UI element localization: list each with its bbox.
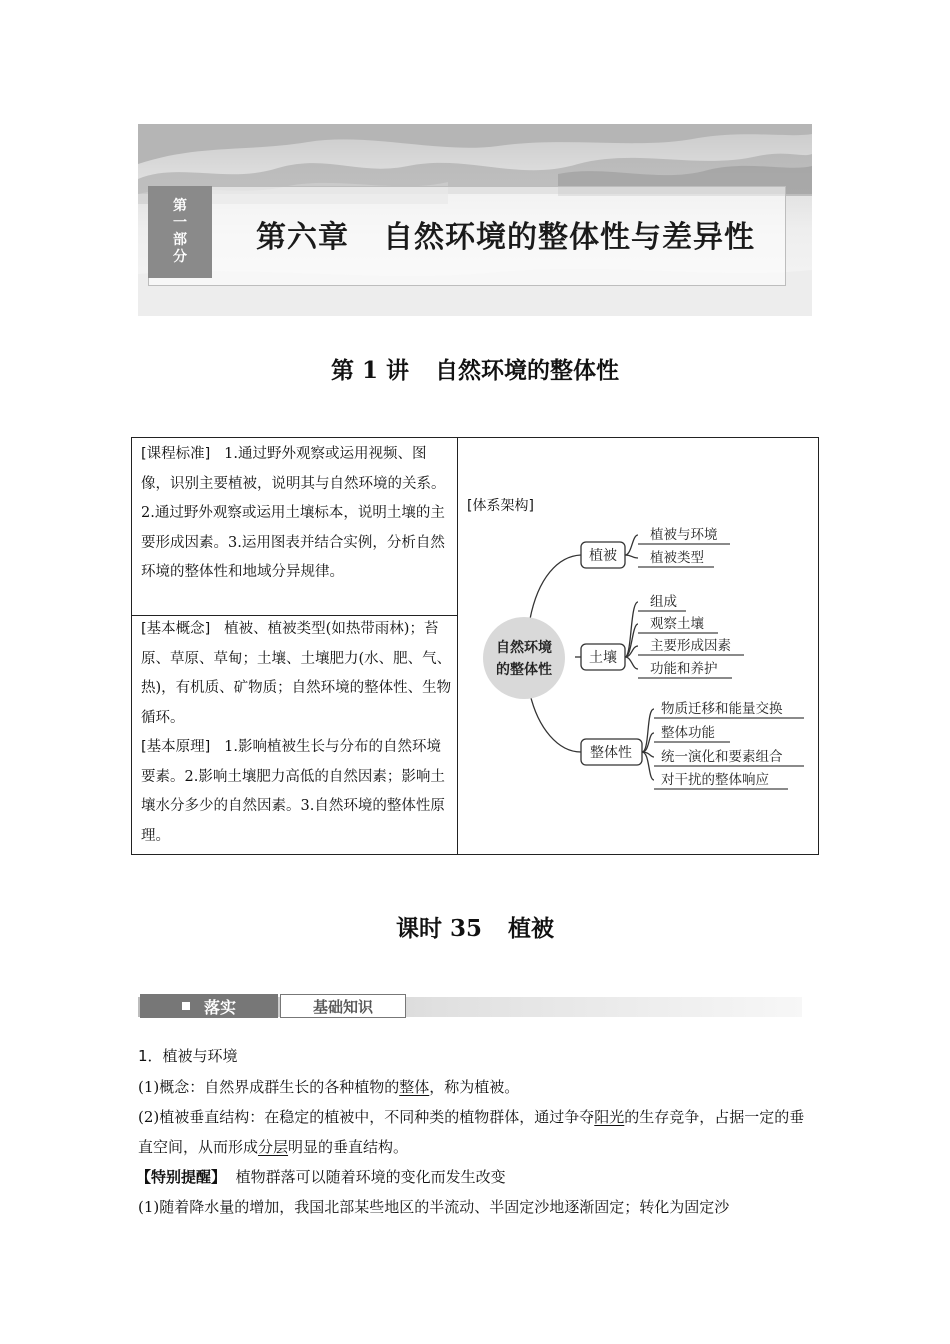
paragraph-text: (2)植被垂直结构：在稳定的植被中，不同种类的植物群体，通过争夺 (138, 1108, 595, 1126)
paragraph-text: ，称为植被。 (429, 1078, 520, 1096)
mindmap-branch-soil: 土壤 (589, 650, 617, 666)
mindmap-leaf: 植被类型 (650, 550, 704, 566)
mindmap-leaf: 功能和养护 (650, 661, 718, 677)
chapter-name: 自然环境的整体性与差异性 (383, 220, 755, 255)
basic-principle (141, 733, 453, 851)
lesson-title (0, 910, 950, 943)
paragraph-vertical-structure (138, 1102, 810, 1162)
mindmap-branch-integrity: 整体性 (590, 745, 632, 761)
course-standard-cell (141, 440, 453, 588)
answer-blank: 分层 (258, 1138, 289, 1156)
part-char: 第 (173, 198, 187, 214)
answer-blank: 整体 (399, 1078, 430, 1096)
section-left-tab (140, 994, 278, 1018)
special-tip (136, 1162, 808, 1192)
lecture-number: 第 1 讲 (330, 357, 410, 384)
paragraph-text: 的生存竞争，占据一定的垂直空间，从而形成 (138, 1108, 805, 1156)
mindmap-leaf: 组成 (650, 594, 677, 610)
paragraph-concept (138, 1072, 810, 1102)
basic-principle-label: [基本原理] (141, 739, 211, 755)
part-tag (148, 186, 212, 278)
special-tip-label: 【特别提醒】 (136, 1168, 227, 1186)
mindmap-leaf: 物质迁移和能量交换 (661, 701, 783, 717)
mindmap-leaf: 主要形成因素 (650, 638, 731, 654)
mindmap-center-line1: 自然环境 (496, 640, 552, 656)
chapter-title (256, 212, 755, 256)
paragraph-text: 明显的垂直结构。 (288, 1138, 409, 1156)
lecture-title (0, 352, 950, 385)
mindmap-leaf: 观察土壤 (650, 616, 704, 632)
mindmap-branch-vegetation: 植被 (589, 548, 617, 564)
part-char: 一 (173, 215, 187, 231)
concept-mindmap (458, 438, 817, 854)
lesson-name: 植被 (508, 915, 554, 942)
basic-concept-text: 植被、植被类型(如热带雨林)；苔原、草原、草甸；土壤、土壤肥力(水、肥、气、热)，有机质、矿物质；自然环境的整体性、生物循环。 (141, 621, 452, 726)
special-tip-text: 植物群落可以随着环境的变化而发生改变 (235, 1168, 506, 1186)
lesson-number: 课时 35 (395, 915, 482, 942)
mindmap-leaf: 对干扰的整体响应 (661, 772, 769, 788)
section-right-label: 基础知识 (312, 997, 373, 1016)
mindmap-center-line2: 的整体性 (496, 662, 552, 678)
course-standard-text: 1.通过野外观察或运用视频、图像，识别主要植被，说明其与自然环境的关系。2.通过野外观察或运用土壤标本，说明土壤的主要形成因素。3.运用图表并结合实例，分析自然环境的整体性和地域分异规律。 (141, 446, 446, 580)
system-framework-label: [体系架构] (467, 498, 534, 514)
basic-concept-label: [基本概念] (141, 621, 211, 637)
mindmap-leaf: 整体功能 (661, 725, 715, 741)
chapter-number: 第六章 (256, 220, 349, 255)
section-right-tab (280, 994, 406, 1018)
subheading-vegetation-environment: 1．植被与环境 (138, 1047, 238, 1065)
course-standard-label: [课程标准] (141, 446, 211, 462)
part-char: 分 (173, 249, 187, 265)
paragraph-tip-detail: (1)随着降水量的增加，我国北部某些地区的半流动、半固定沙地逐渐固定；转化为固定沙 (138, 1198, 730, 1216)
curriculum-table (131, 437, 819, 855)
chapter-banner (138, 124, 812, 316)
square-bullet-icon (182, 1002, 190, 1010)
basic-concept (141, 615, 453, 733)
paragraph-text: (1)概念：自然界成群生长的各种植物的 (138, 1078, 400, 1096)
mindmap-leaf: 植被与环境 (650, 527, 718, 543)
answer-blank: 阳光 (594, 1108, 625, 1126)
section-left-label: 落实 (203, 997, 236, 1017)
mindmap-leaf: 统一演化和要素组合 (661, 749, 783, 765)
basic-principle-text: 1.影响植被生长与分布的自然环境要素。2.影响土壤肥力高低的自然因素；影响土壤水分多少的自然因素。3.自然环境的整体性原理。 (141, 739, 445, 844)
section-bar (138, 993, 802, 1019)
part-char: 部 (173, 232, 187, 248)
lecture-name: 自然环境的整体性 (435, 357, 620, 384)
concept-principle-cell (141, 615, 453, 851)
mindmap-center-node (483, 617, 565, 699)
